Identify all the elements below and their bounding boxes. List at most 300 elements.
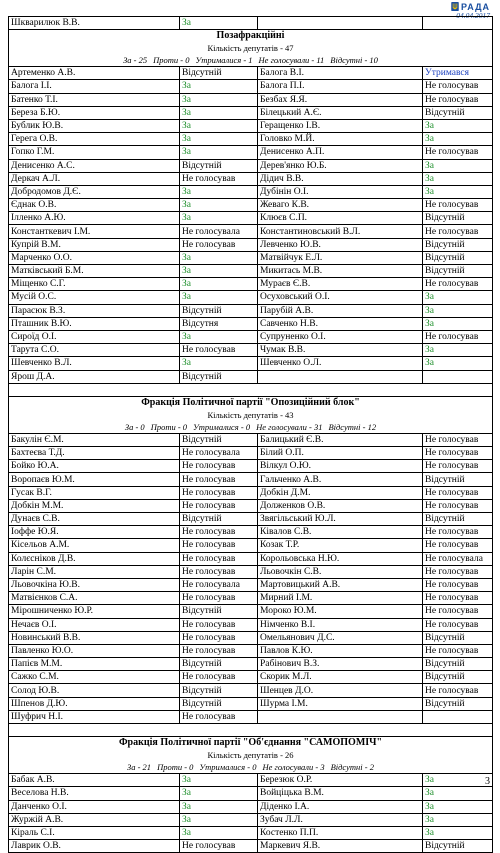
deputy-name: Журжій А.В. — [9, 813, 180, 826]
table-row — [9, 317, 493, 330]
vote-result: За — [180, 17, 258, 30]
table-row — [9, 106, 493, 119]
deputy-count: Кількість депутатів - 26 — [207, 750, 294, 761]
vote-stat: За - 0 — [124, 421, 145, 432]
deputy-name: Осуховський О.І. — [258, 291, 423, 304]
deputy-name: Левченко Ю.В. — [258, 238, 423, 251]
table-row — [9, 539, 493, 552]
deputy-name: Шевченко В.Л. — [9, 357, 180, 370]
deputy-name: Гальченко А.В. — [258, 473, 423, 486]
deputy-name: Матвієнков С.А. — [9, 592, 180, 605]
deputy-name: Парубій А.В. — [258, 304, 423, 317]
deputy-name: Бойко Ю.А. — [9, 460, 180, 473]
vote-result: Не голосував — [423, 93, 493, 106]
vote-result: За — [180, 93, 258, 106]
table-row — [9, 370, 493, 383]
vote-result: Відсутній — [180, 658, 258, 671]
vote-result: Відсутній — [180, 697, 258, 710]
vote-result — [423, 17, 493, 30]
deputy-name: Дунаєв С.В. — [9, 513, 180, 526]
deputy-name: Герега О.В. — [9, 133, 180, 146]
deputy-name: Мірошниченко Ю.Р. — [9, 605, 180, 618]
vote-result: Не голосував — [423, 539, 493, 552]
deputy-name: Мирний І.М. — [258, 592, 423, 605]
table-row — [9, 658, 493, 671]
deputy-name: Дідич В.В. — [258, 172, 423, 185]
deputy-name: Зубач Л.Л. — [258, 813, 423, 826]
table-row — [9, 251, 493, 264]
deputy-name: Шпенов Д.Ю. — [9, 697, 180, 710]
table-row — [9, 212, 493, 225]
vote-result: Не голосував — [423, 460, 493, 473]
deputy-name: Константкевич І.М. — [9, 225, 180, 238]
deputy-name — [258, 370, 423, 383]
deputy-name: Мартовицький А.В. — [258, 578, 423, 591]
deputy-name: Ківалов С.В. — [258, 526, 423, 539]
table-row — [9, 119, 493, 132]
deputy-name: Шуфрич Н.І. — [9, 710, 180, 723]
faction-header-cell — [9, 737, 493, 774]
deputy-name: Головко М.Й. — [258, 133, 423, 146]
spacer-cell — [9, 383, 493, 396]
vote-result: Не голосувала — [180, 578, 258, 591]
vote-result: Не голосував — [423, 605, 493, 618]
vote-stat: Не голосували - 11 — [258, 55, 325, 66]
deputy-name: Колєсніков Д.В. — [9, 552, 180, 565]
table-row — [9, 172, 493, 185]
table-row — [9, 826, 493, 839]
vote-result: Не голосував — [180, 644, 258, 657]
vote-result: Відсутня — [180, 317, 258, 330]
faction-header-cell — [9, 396, 493, 433]
vote-result: Відсутній — [180, 159, 258, 172]
vote-result: Відсутній — [423, 671, 493, 684]
vote-result: За — [180, 146, 258, 159]
deputy-name: Ларін С.М. — [9, 565, 180, 578]
table-row — [9, 133, 493, 146]
deputy-name: Войціцька В.М. — [258, 787, 423, 800]
vote-results-document — [8, 16, 492, 853]
vote-result: Не голосував — [180, 238, 258, 251]
vote-result: За — [423, 826, 493, 839]
vote-result: Відсутній — [180, 605, 258, 618]
vote-result: За — [423, 317, 493, 330]
table-row — [9, 513, 493, 526]
vote-result: За — [423, 774, 493, 787]
deputy-name: Єднак О.В. — [9, 199, 180, 212]
vote-result: За — [180, 119, 258, 132]
table-row — [9, 618, 493, 631]
vote-result: Не голосував — [180, 710, 258, 723]
vote-result: Не голосував — [180, 671, 258, 684]
deputy-name: Чумак В.В. — [258, 344, 423, 357]
vote-result: За — [423, 304, 493, 317]
vote-result: За — [180, 185, 258, 198]
deputy-name: Мусій О.С. — [9, 291, 180, 304]
vote-result: Відсутній — [423, 238, 493, 251]
vote-result: Не голосував — [423, 330, 493, 343]
vote-result: Не голосував — [423, 526, 493, 539]
deputy-name: Микитась М.В. — [258, 265, 423, 278]
vote-result: Не голосував — [180, 499, 258, 512]
faction-header-cell — [9, 30, 493, 67]
table-row — [9, 774, 493, 787]
deputy-name: Артеменко А.В. — [9, 67, 180, 80]
deputy-count: Кількість депутатів - 43 — [207, 409, 294, 420]
deputy-name: Тарута С.О. — [9, 344, 180, 357]
deputy-name: Бабак А.В. — [9, 774, 180, 787]
deputy-name: Денисенко А.П. — [258, 146, 423, 159]
section-spacer — [9, 724, 493, 737]
vote-result: Не голосував — [423, 684, 493, 697]
table-row — [9, 304, 493, 317]
vote-result: За — [423, 185, 493, 198]
vote-stat: Відсутні - 2 — [330, 762, 374, 773]
vote-stat: Утрималися - 0 — [199, 762, 257, 773]
deputy-name: Шенцев Д.О. — [258, 684, 423, 697]
vote-stat: Відсутні - 12 — [328, 421, 377, 432]
deputy-name — [258, 710, 423, 723]
vote-result: Не голосував — [180, 539, 258, 552]
vote-result: За — [180, 265, 258, 278]
deputy-name: Добкін М.М. — [9, 499, 180, 512]
deputy-name: Рабінович В.З. — [258, 658, 423, 671]
deputy-name: Добродомов Д.Є. — [9, 185, 180, 198]
vote-result: За — [180, 787, 258, 800]
deputy-name: Іоффе Ю.Я. — [9, 526, 180, 539]
deputy-name: Німченко В.І. — [258, 618, 423, 631]
table-row — [9, 67, 493, 80]
vote-result: Не голосував — [423, 433, 493, 446]
vote-result: Не голосувала — [423, 552, 493, 565]
vote-result: За — [423, 357, 493, 370]
deputy-name: Кісельов А.М. — [9, 539, 180, 552]
deputy-name: Павленко Ю.О. — [9, 644, 180, 657]
table-row — [9, 644, 493, 657]
vote-stats — [11, 421, 490, 433]
vote-result: Не голосував — [180, 592, 258, 605]
table-row — [9, 80, 493, 93]
vote-result: Не голосував — [423, 146, 493, 159]
deputy-name: Купрій В.М. — [9, 238, 180, 251]
deputy-name: Льовочкіна Ю.В. — [9, 578, 180, 591]
deputy-name: Міщенко С.Г. — [9, 278, 180, 291]
vote-result: За — [180, 800, 258, 813]
vote-result: Відсутній — [423, 840, 493, 853]
deputy-count: Кількість депутатів - 47 — [207, 43, 294, 54]
faction-header — [9, 396, 493, 433]
faction-header — [9, 737, 493, 774]
table-row — [9, 813, 493, 826]
faction-title: Позафракційні — [216, 30, 285, 42]
deputy-name: Льовочкін С.В. — [258, 565, 423, 578]
vote-result: Не голосував — [180, 526, 258, 539]
deputy-name: Деркач А.Л. — [9, 172, 180, 185]
deputy-name: Бакулін Є.М. — [9, 433, 180, 446]
deputy-name: Діденко І.А. — [258, 800, 423, 813]
vote-result: Не голосував — [423, 80, 493, 93]
table-row — [9, 238, 493, 251]
vote-result: За — [180, 774, 258, 787]
table-row — [9, 265, 493, 278]
deputy-name: Веселова Н.В. — [9, 787, 180, 800]
vote-result: Не голосував — [423, 618, 493, 631]
deputy-name: Звягільський Ю.Л. — [258, 513, 423, 526]
vote-result: Не голосував — [423, 199, 493, 212]
table-row — [9, 460, 493, 473]
vote-result: Не голосував — [423, 499, 493, 512]
faction-header — [9, 30, 493, 67]
table-row — [9, 357, 493, 370]
vote-stat: Не голосували - 31 — [256, 421, 323, 432]
deputy-name: Мураєв Є.В. — [258, 278, 423, 291]
vote-result: За — [180, 80, 258, 93]
deputy-name: Константиновський В.Л. — [258, 225, 423, 238]
table-row — [9, 592, 493, 605]
vote-result: За — [423, 291, 493, 304]
table-row — [9, 433, 493, 446]
vote-result: Не голосував — [180, 631, 258, 644]
table-row — [9, 473, 493, 486]
deputy-name: Ілленко А.Ю. — [9, 212, 180, 225]
deputy-name: Савченко Н.В. — [258, 317, 423, 330]
deputy-name: Новинський В.В. — [9, 631, 180, 644]
vote-result: За — [180, 330, 258, 343]
deputy-name: Білецький А.Є. — [258, 106, 423, 119]
vote-result: Не голосувала — [180, 447, 258, 460]
table-row — [9, 185, 493, 198]
deputy-name: Геращенко І.В. — [258, 119, 423, 132]
vote-stat: Не голосували - 3 — [262, 762, 325, 773]
vote-stat: За - 21 — [127, 762, 152, 773]
deputy-name: Парасюк В.З. — [9, 304, 180, 317]
table-row — [9, 552, 493, 565]
table-row — [9, 631, 493, 644]
table-row — [9, 199, 493, 212]
deputy-name: Сажко С.М. — [9, 671, 180, 684]
deputy-name: Шкварилюк В.В. — [9, 17, 180, 30]
table-row — [9, 578, 493, 591]
deputy-name: Нечаєв О.І. — [9, 618, 180, 631]
vote-result: За — [180, 278, 258, 291]
deputy-name: Ярош Д.А. — [9, 370, 180, 383]
deputy-name: Балога І.І. — [9, 80, 180, 93]
vote-stat: Проти - 0 — [150, 421, 188, 432]
vote-result: Не голосував — [423, 592, 493, 605]
vote-result: Не голосувала — [180, 225, 258, 238]
logo-text: РАДА — [461, 2, 490, 12]
vote-result: Відсутній — [180, 67, 258, 80]
vote-result: За — [423, 787, 493, 800]
vote-result: За — [180, 212, 258, 225]
table-row — [9, 447, 493, 460]
vote-result: За — [423, 119, 493, 132]
vote-result: За — [180, 357, 258, 370]
vote-stats — [11, 761, 490, 773]
vote-result: Не голосував — [423, 278, 493, 291]
table-row — [9, 159, 493, 172]
deputy-name: Солод Ю.В. — [9, 684, 180, 697]
vote-result: Відсутній — [423, 473, 493, 486]
vote-result: За — [423, 344, 493, 357]
deputy-name: Супруненко О.І. — [258, 330, 423, 343]
vote-result: Не голосував — [423, 447, 493, 460]
vote-result: Відсутній — [180, 304, 258, 317]
vote-result: За — [423, 159, 493, 172]
vote-result: Не голосував — [423, 644, 493, 657]
vote-result: Не голосував — [423, 578, 493, 591]
deputy-name: Шурма І.М. — [258, 697, 423, 710]
table-row — [9, 499, 493, 512]
deputy-name: Марченко О.О. — [9, 251, 180, 264]
vote-result: За — [423, 133, 493, 146]
faction-title: Фракція Політичної партії "Об'єднання "САМОПОМІЧ" — [118, 737, 383, 749]
deputy-name: Бахтеєва Т.Д. — [9, 447, 180, 460]
table-row — [9, 344, 493, 357]
vote-result: За — [180, 826, 258, 839]
spacer-cell — [9, 724, 493, 737]
vote-result: Відсутній — [423, 697, 493, 710]
deputy-name: Балога В.І. — [258, 67, 423, 80]
deputy-name: Козак Т.Р. — [258, 539, 423, 552]
vote-stat: Утрималися - 0 — [193, 421, 251, 432]
vote-result: Не голосував — [423, 565, 493, 578]
table-row — [9, 565, 493, 578]
vote-result: Відсутній — [423, 212, 493, 225]
trident-icon — [451, 2, 459, 11]
deputy-name: Гусак В.Г. — [9, 486, 180, 499]
deputy-name: Маркевич Я.В. — [258, 840, 423, 853]
deputy-name: Денисенко А.С. — [9, 159, 180, 172]
vote-result: Відсутній — [423, 265, 493, 278]
deputy-name: Матківський Б.М. — [9, 265, 180, 278]
deputy-name: Дерев'янко Ю.Б. — [258, 159, 423, 172]
table-row — [9, 684, 493, 697]
vote-stat: Проти - 0 — [153, 55, 190, 66]
vote-result: Не голосував — [423, 486, 493, 499]
vote-result: Не голосував — [180, 344, 258, 357]
deputy-name: Балицький Є.В. — [258, 433, 423, 446]
deputy-name: Матвійчук Е.Л. — [258, 251, 423, 264]
deputy-name: Березюк О.Р. — [258, 774, 423, 787]
table-row — [9, 526, 493, 539]
table-row — [9, 486, 493, 499]
deputy-name: Береза Б.Ю. — [9, 106, 180, 119]
vote-result: Відсутній — [423, 658, 493, 671]
table-row — [9, 710, 493, 723]
deputy-name: Костенко П.П. — [258, 826, 423, 839]
table-row — [9, 605, 493, 618]
deputy-name — [258, 17, 423, 30]
deputy-name: Мороко Ю.М. — [258, 605, 423, 618]
vote-result: Не голосував — [180, 486, 258, 499]
deputy-name: Долженков О.В. — [258, 499, 423, 512]
deputy-name: Павлов К.Ю. — [258, 644, 423, 657]
deputy-name: Білий О.П. — [258, 447, 423, 460]
vote-result: Відсутній — [180, 433, 258, 446]
table-row — [9, 840, 493, 853]
deputy-name: Пташник В.Ю. — [9, 317, 180, 330]
vote-result: Утримався — [423, 67, 493, 80]
deputy-name: Воропаєв Ю.М. — [9, 473, 180, 486]
vote-result: За — [180, 133, 258, 146]
vote-result: Не голосував — [180, 565, 258, 578]
deputy-name: Омельянович Д.С. — [258, 631, 423, 644]
table-row — [9, 697, 493, 710]
vote-result: Відсутній — [423, 631, 493, 644]
table-row — [9, 291, 493, 304]
table-row — [9, 278, 493, 291]
vote-result: Не голосував — [180, 460, 258, 473]
deputy-name: Жеваго К.В. — [258, 199, 423, 212]
vote-result: Відсутній — [423, 106, 493, 119]
deputy-name: Гопко Г.М. — [9, 146, 180, 159]
vote-result: Не голосував — [423, 225, 493, 238]
vote-table — [8, 16, 493, 853]
deputy-name: Батенко Т.І. — [9, 93, 180, 106]
vote-stats — [11, 54, 490, 66]
vote-result: За — [180, 106, 258, 119]
vote-result: За — [180, 199, 258, 212]
deputy-name: Корольовська Н.Ю. — [258, 552, 423, 565]
deputy-name: Данченко О.І. — [9, 800, 180, 813]
vote-stat: Утрималися - 1 — [195, 55, 253, 66]
deputy-name: Вілкул О.Ю. — [258, 460, 423, 473]
faction-title: Фракція Політичної партії "Опозиційний блок" — [141, 396, 360, 408]
deputy-name: Папієв М.М. — [9, 658, 180, 671]
vote-result: Не голосував — [180, 473, 258, 486]
deputy-name: Бублик Ю.В. — [9, 119, 180, 132]
vote-result: Не голосував — [180, 618, 258, 631]
vote-result: За — [180, 813, 258, 826]
page-number: 3 — [485, 776, 490, 787]
table-row — [9, 671, 493, 684]
deputy-name: Балога П.І. — [258, 80, 423, 93]
header-date: 04.04.2017 — [456, 11, 490, 20]
table-row — [9, 17, 493, 30]
deputy-name: Клюєв С.П. — [258, 212, 423, 225]
vote-result: Відсутній — [423, 513, 493, 526]
deputy-name: Безбах Я.Я. — [258, 93, 423, 106]
section-spacer — [9, 383, 493, 396]
vote-stat: За - 25 — [123, 55, 148, 66]
vote-result: За — [180, 291, 258, 304]
vote-result: За — [423, 800, 493, 813]
deputy-name: Добкін Д.М. — [258, 486, 423, 499]
vote-result: Відсутній — [423, 251, 493, 264]
table-row — [9, 330, 493, 343]
deputy-name: Лаврик О.В. — [9, 840, 180, 853]
deputy-name: Скорик М.Л. — [258, 671, 423, 684]
vote-result: Відсутній — [180, 370, 258, 383]
vote-stat: Проти - 0 — [157, 762, 194, 773]
table-row — [9, 93, 493, 106]
deputy-name: Шевченко О.Л. — [258, 357, 423, 370]
deputy-name: Кіраль С.І. — [9, 826, 180, 839]
vote-result: Не голосував — [180, 552, 258, 565]
table-row — [9, 225, 493, 238]
vote-stat: Відсутні - 10 — [330, 55, 378, 66]
deputy-name: Сироїд О.І. — [9, 330, 180, 343]
table-row — [9, 800, 493, 813]
vote-result: За — [423, 813, 493, 826]
vote-result — [423, 710, 493, 723]
vote-result: Не голосував — [180, 172, 258, 185]
vote-result: Відсутній — [180, 513, 258, 526]
vote-result: За — [180, 251, 258, 264]
vote-result — [423, 370, 493, 383]
vote-result: За — [423, 172, 493, 185]
